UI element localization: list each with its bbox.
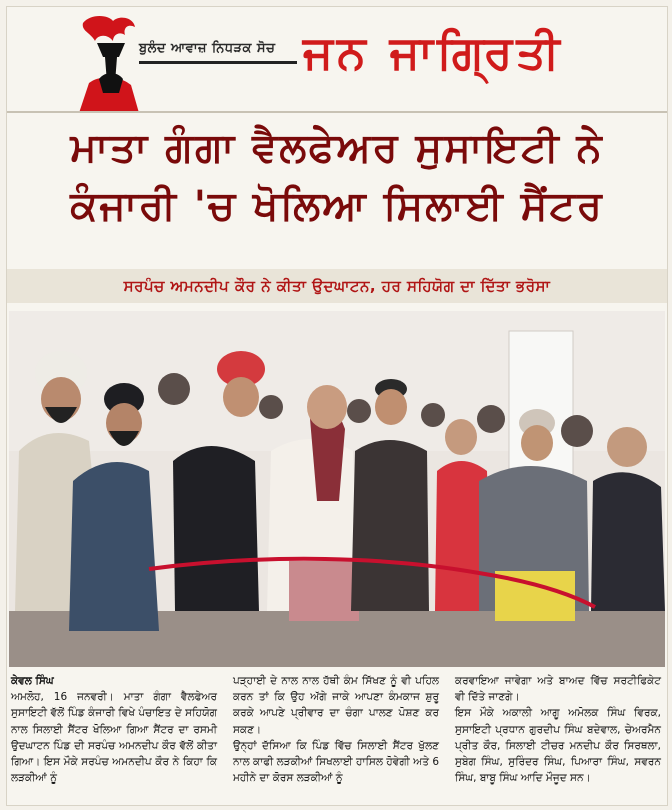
- tagline-underline: [139, 61, 297, 64]
- subheadline: ਸਰਪੰਚ ਅਮਨਦੀਪ ਕੌਰ ਨੇ ਕੀਤਾ ਉਦਘਾਟਨ, ਹਰ ਸਹਿਯੋਗ ਦਾ ਦਿੱਤਾ ਭਰੋਸਾ: [123, 277, 551, 295]
- paragraph: ਕਰਵਾਇਆ ਜਾਵੇਗਾ ਅਤੇ ਬਾਅਦ ਵਿੱਚ ਸਰਟੀਫਿਕੇਟ ਵੀ ਦਿੱਤੇ ਜਾਣਗੇ।: [455, 675, 661, 704]
- newspaper-clipping: [6, 6, 668, 806]
- article-column-1: [11, 673, 217, 786]
- headline-line-1: ਮਾਤਾ ਗੰਗਾ ਵੈਲਫੇਅਰ ਸੁਸਾਇਟੀ ਨੇ: [70, 125, 604, 171]
- article-column-3: [455, 673, 661, 786]
- masthead-divider: [7, 111, 667, 113]
- byline: ਕੇਵਲ ਸਿੰਘ: [11, 675, 54, 687]
- ribbon-cutting-photo: [9, 311, 665, 667]
- paragraph: ਉਨ੍ਹਾਂ ਦੱਸਿਆ ਕਿ ਪਿੰਡ ਵਿੱਚ ਸਿਲਾਈ ਸੈਂਟਰ ਖੁੱਲਣ ਨਾਲ ਕਾਫੀ ਲੜਕੀਆਂ ਸਿਖਲਾਈ ਹਾਸਿਲ ਹੋਵੇਗੀ ਅਤੇ 6 ਮਹੀਨੇ ਦਾ ਕੋਰਸ ਲੜਕੀਆਂ ਨੂੰ: [233, 739, 439, 785]
- headline-line-2: ਕੰਜਾਰੀ 'ਚ ਖੋਲਿਆ ਸਿਲਾਈ ਸੈਂਟਰ: [70, 183, 604, 229]
- masthead: [7, 7, 667, 113]
- headline: [7, 119, 667, 235]
- article-body: [11, 673, 663, 803]
- paragraph: ਪੜ੍ਹਾਈ ਦੇ ਨਾਲ ਨਾਲ ਹੱਥੀ ਕੰਮ ਸਿੱਖਣ ਨੂੰ ਵੀ ਪਹਿਲ ਕਰਨ ਤਾਂ ਕਿ ਉਹ ਅੱਗੇ ਜਾਕੇ ਆਪਣਾ ਕੰਮਕਾਜ ਸ਼ੁਰੂ ਕਰਕੇ ਆਪਣੇ ਪ੍ਰੀਵਾਰ ਦਾ ਚੰਗਾ ਪਾਲਣ ਪੋਸ਼ਣ ਕਰ ਸਕਣ।: [233, 675, 439, 736]
- article-column-2: [233, 673, 439, 786]
- paragraph: ਅਮਲੋਹ, 16 ਜਨਵਰੀ। ਮਾਤਾ ਗੰਗਾ ਵੈਲਫੇਅਰ ਸੁਸਾਇਟੀ ਵੱਲੋਂ ਪਿੰਡ ਕੰਜਾਰੀ ਵਿਖੇ ਪੰਚਾਇਤ ਦੇ ਸਹਿਯੋਗ ਨਾਲ ਸਿਲਾਈ ਸੈਂਟਰ ਖੋਲਿਆ ਗਿਆ ਸੈਂਟਰ ਦਾ ਰਸਮੀ ਉਦਘਾਟਨ ਪਿੰਡ ਦੀ ਸਰਪੰਚ ਅਮਨਦੀਪ ਕੌਰ ਵੱਲੋਂ ਕੀਤਾ ਗਿਆ। ਇਸ ਮੌਕੇ ਸਰਪੰਚ ਅਮਨਦੀਪ ਕੌਰ ਨੇ ਕਿਹਾ ਕਿ ਲੜਕੀਆਂ ਨੂੰ: [11, 691, 217, 785]
- newspaper-name: ਜਨ ਜਾਗ੍ਰਿਤੀ: [303, 25, 564, 79]
- masthead-tagline: ਬੁਲੰਦ ਆਵਾਜ਼ ਨਿਧੜਕ ਸੋਚ: [139, 41, 276, 56]
- paragraph: ਇਸ ਮੌਕੇ ਅਕਾਲੀ ਆਗੂ ਅਮੋਲਕ ਸਿੰਘ ਵਿਰਕ, ਸੁਸਾਇਟੀ ਪ੍ਰਧਾਨ ਗੁਰਦੀਪ ਸਿੰਘ ਬਦੇਵਾਲ, ਚੇਅਰਮੈਨ ਪ੍ਰੀਤ ਕੌਰ, ਸਿਲਾਈ ਟੀਚਰ ਮਨਦੀਪ ਕੌਰ ਸਿਰਥਲਾ, ਸੁਬੇਗ ਸਿੰਘ, ਸੁਰਿੰਦਰ ਸਿੰਘ, ਪਿਆਰਾ ਸਿੰਘ, ਸਵਰਨ ਸਿੰਘ, ਬਾਬੂ ਸਿੰਘ ਆਦਿ ਮੌਜੂਦ ਸਨ।: [455, 707, 661, 785]
